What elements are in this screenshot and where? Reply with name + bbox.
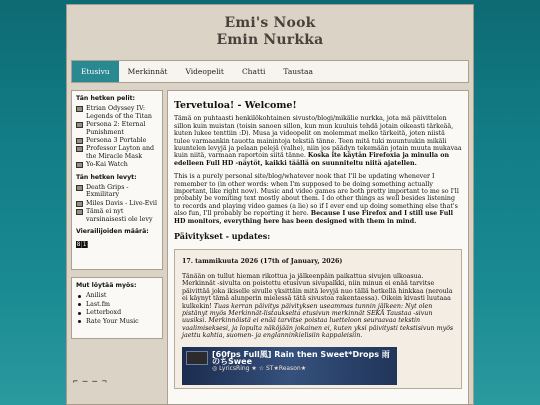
intro-fi: Tämä on puhtaasti henkilökohtainen sivusto/blogi/mikälie nurkka, jota mä päivittelen sillon kuin muistan (toisin sanoen sillon, kun mun kuuluis tehdä jotain oikeasti tärkeää, kuten lukee tenttiin :D). Musa ja videopelit on molemmat melko tärkeitä, joten niistä tulee varmaankin tauotta mainintoja tekstiä tänne. Teen mitä tuki muuntuukin mikäli kuuntelen levyjä ja pelaan pelejä (valhe), niin jos päädyn tekemään jotain muuta mukavaa kuin niitä, varmaan raportoin siitä tänne. Koska ite käytän Firefoxia ja minulla on edelleen Full HD -näytöt, kaikki täällä on suunniteltu niitä ajatellen. [174,115,462,167]
sidebar-status [71,90,163,270]
nav-chatti[interactable]: Chatti [241,67,266,76]
updates-heading: Päivitykset - updates: [174,231,271,242]
nav-merkinnat[interactable]: Merkinnät [127,67,168,76]
update-text: Tänään on tullut hieman rikottua ja jälkeenpäin paikattua sivujen ulkoasua. Merkinnät -sivulta on poistettu etusivun sivupalkki, niin minun ei enää tarvitse päivittää joka ikiselle sivulle yksittäin mitä levyjä nuo tällä hetkellä hinkkaa (neroula ei käynyt tämä alunperin mielessä tätä sivustoa rakentaessa). Oikein kivasti luutaaa kulkekin! Tuas kerran päivitys päivityksen useammas tunnin jälkeen: Nyt olen pistänyt myös Merkinnät-listaukselta etusivun merkinnät SEKÄ Taustaa -sivun uusiksi. Merkinnöistä ei enää tarvitse poistaa luetteloon seuraavaa tekstin vaalimiseksesi, ja lopulta näköjään jokainen ei, kuten yksi päivitysti tekstisivun myös jaettu kahtia, suomen- ja englanninkielisiin kappaleisiin. [182,272,454,340]
game-cover-icon [76,162,83,168]
game-cover-icon [76,146,83,152]
intro-en: This is a purely personal site/blog/whatever nook that I'll be updating whenever I remember to (in other words: when I'm supposed to be doing something actually important, like right now). Music and video games are both pretty important to me so I'll probably be vomiting text mostly about them. I do other things as well besides listening to records and playing video games (a lie) so if I ever end up doing something else that's also fun, I'll probably be reporting it here. Because I use Firefox and I still use Full HD monitors, everything here has been designed with them in mind. [174,173,459,225]
update-date: 17. tammikuuta 2026 (17th of January, 2026) [182,257,343,265]
album-item: Miles Davis - Live-Evil [76,200,158,207]
site-subtitle: Emin Nurkka [216,32,324,48]
site-header [67,5,473,57]
album-item: Death Grips - Exmilitary [76,184,158,199]
album-cover-icon [76,185,83,191]
music-heading: Tän hetken levyt: [76,173,137,181]
update-entry [174,249,462,389]
game-cover-icon [76,106,83,112]
link-item[interactable]: Rate Your Music [76,318,158,325]
ascii-face: ⌐ ─ ─ ¬ [73,377,107,386]
game-item: Yo-Kai Watch [76,161,158,168]
game-item: Etrian Odyssey IV: Legends of the Titan [76,105,158,120]
game-cover-icon [76,122,83,128]
game-item: Persona 3 Portable [76,137,158,144]
page-frame [66,4,474,405]
video-thumbnail [186,351,208,365]
links-heading: Mut löytää myös: [76,282,137,289]
games-heading: Tän hetken pelit: [76,95,136,102]
site-title: Emi's Nook [224,15,316,31]
nav-etusivu[interactable]: Etusivu [72,61,119,82]
main-content [167,90,469,405]
nav-taustaa[interactable]: Taustaa [283,67,313,76]
game-item: Persona 2: Eternal Punishment [76,121,158,136]
nav-videopelit[interactable]: Videopelit [185,67,224,76]
link-item[interactable]: Anilist [76,292,158,299]
game-cover-icon [76,138,83,144]
bullet-icon [78,320,81,323]
album-cover-icon [76,209,83,215]
game-item: Professor Layton and the Miracle Mask [76,145,158,160]
link-item[interactable]: Last.fm [76,301,158,308]
main-nav [71,60,469,83]
album-item: Tämä ei nyt varsinaisesti ole levy [76,208,158,223]
visitor-counter: 8 1 [76,240,87,248]
embedded-video[interactable] [182,347,397,385]
sidebar-links [71,277,163,339]
video-subtitle: ◎ LyricsRing ★ ☆ ST★Reason★ [212,364,307,372]
album-cover-icon [76,201,83,207]
video-title[interactable]: [60fps Full風] Rain then Sweet*Drops 雨のちSwee [212,349,390,366]
welcome-heading: Tervetuloa! - Welcome! [174,100,297,111]
bullet-icon [78,295,81,298]
link-item[interactable]: Letterboxd [76,309,158,316]
bullet-icon [78,303,81,306]
visitors-heading: Vierailijoiden määrä: [76,228,149,236]
bullet-icon [78,312,81,315]
